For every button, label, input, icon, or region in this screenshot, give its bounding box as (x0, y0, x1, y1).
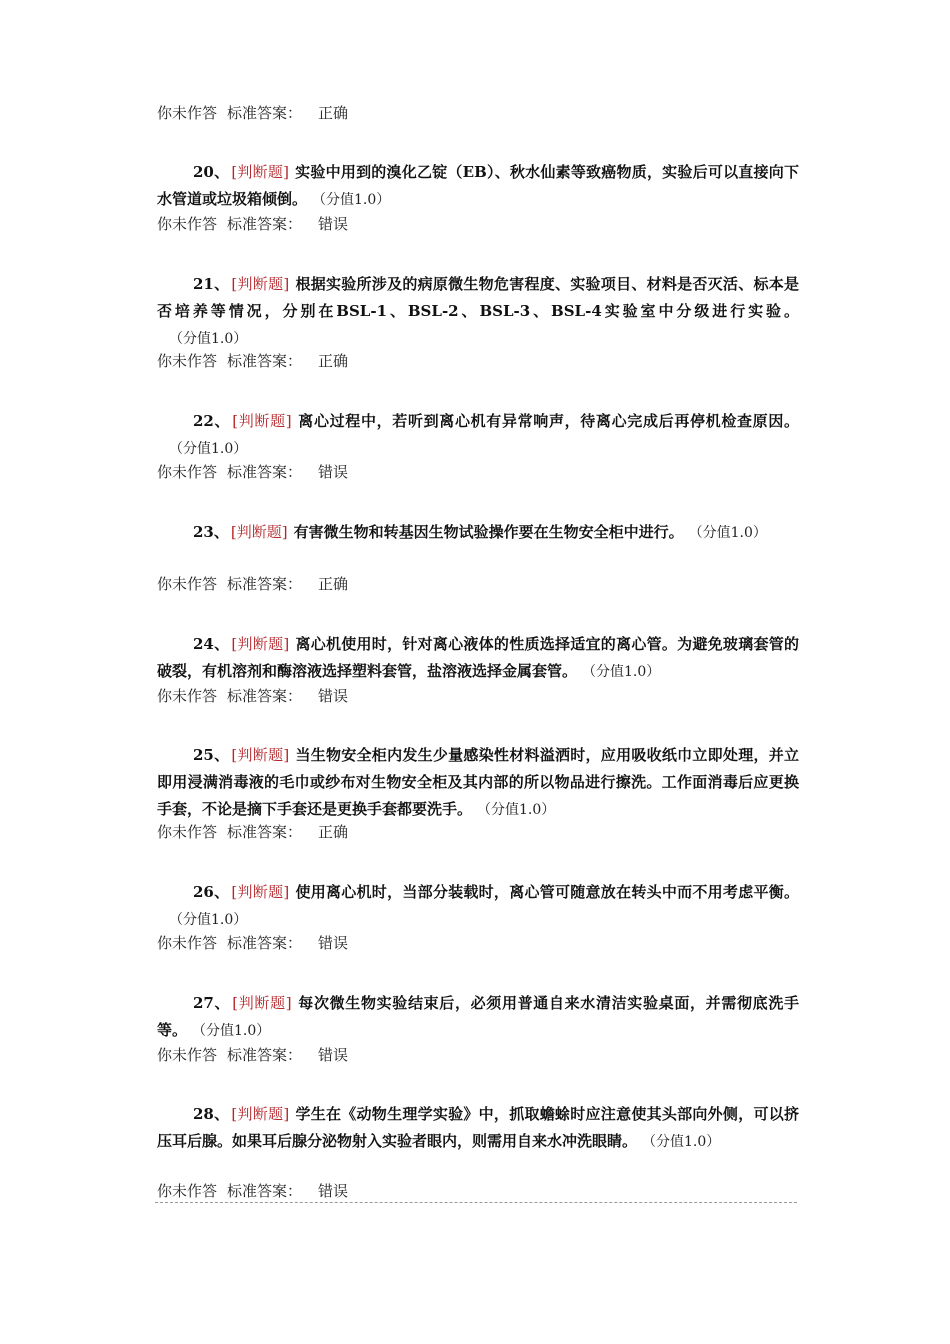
not-answered-label: 你未作答 (157, 823, 218, 841)
not-answered-label: 你未作答 (157, 575, 218, 593)
answer-line (157, 684, 358, 708)
standard-answer-label: 标准答案： (227, 934, 303, 952)
answer-line (157, 101, 358, 125)
standard-answer-label: 标准答案： (227, 1046, 303, 1064)
standard-answer-label: 标准答案： (227, 575, 303, 593)
standard-answer-value: 正确 (318, 823, 349, 841)
question-number: 25、 (193, 746, 230, 764)
question-score: （分值1.0） (169, 331, 248, 347)
bottom-divider (155, 1202, 797, 1203)
question-item (157, 879, 799, 934)
standard-answer-value: 正确 (318, 352, 349, 370)
answer-line (157, 1043, 358, 1067)
not-answered-label: 你未作答 (157, 1182, 218, 1200)
standard-answer-value: 错误 (318, 687, 349, 705)
question-score: （分值1.0） (649, 1134, 721, 1150)
question-number: 28、 (193, 1105, 230, 1123)
standard-answer-value: 错误 (318, 934, 349, 952)
not-answered-label: 你未作答 (157, 687, 218, 705)
standard-answer-label: 标准答案： (227, 215, 303, 233)
question-score: （分值1.0） (169, 441, 248, 457)
question-score: （分值1.0） (484, 802, 556, 818)
standard-answer-value: 错误 (318, 215, 349, 233)
question-score: （分值1.0） (319, 192, 391, 208)
standard-answer-value: 错误 (318, 463, 349, 481)
question-number: 24、 (193, 635, 230, 653)
question-text: 实验中用到的溴化乙锭（EB）、秋水仙素等致癌物质，实验后可以直接向下水管道或垃圾箱倾倒。 (157, 163, 799, 208)
question-type: [判断题] (231, 275, 290, 293)
answer-line (157, 931, 358, 955)
question-score: （分值1.0） (695, 525, 767, 541)
question-item (157, 159, 799, 214)
standard-answer-label: 标准答案： (227, 1182, 303, 1200)
question-text: 离心机使用时，针对离心液体的性质选择适宜的离心管。为避免玻璃套管的破裂，有机溶剂和酶溶液选择塑料套管，盐溶液选择金属套管。 (157, 635, 799, 680)
answer-line (157, 460, 358, 484)
question-number: 23、 (193, 523, 229, 541)
question-number: 21、 (193, 275, 230, 293)
answer-line (157, 212, 358, 236)
question-item (157, 271, 799, 353)
not-answered-label: 你未作答 (157, 934, 218, 952)
question-text: 学生在《动物生理学实验》中，抓取蟾蜍时应注意使其头部向外侧，可以挤压耳后腺。如果耳后腺分泌物射入实验者眼内，则需用自来水冲洗眼睛。 (157, 1105, 799, 1150)
question-number: 22、 (193, 412, 231, 430)
question-item (157, 519, 799, 547)
answer-line (157, 572, 358, 596)
question-text: 每次微生物实验结束后，必须用普通自来水清洁实验桌面，并需彻底洗手等。 (157, 994, 799, 1039)
standard-answer-label: 标准答案： (227, 687, 303, 705)
standard-answer-label: 标准答案： (227, 352, 303, 370)
question-type: [判断题] (231, 746, 290, 764)
question-type: [判断题] (231, 635, 290, 653)
question-item (157, 742, 799, 824)
question-text: 离心过程中，若听到离心机有异常响声，待离心完成后再停机检查原因。 (297, 412, 799, 430)
question-number: 20、 (193, 163, 230, 181)
question-type: [判断题] (232, 412, 292, 430)
question-number: 26、 (193, 883, 230, 901)
question-text: 使用离心机时，当部分装载时，离心管可随意放在转头中而不用考虑平衡。 (295, 883, 799, 901)
standard-answer-value: 错误 (318, 1182, 349, 1200)
question-type: [判断题] (232, 994, 292, 1012)
not-answered-label: 你未作答 (157, 352, 218, 370)
standard-answer-value: 正确 (318, 104, 349, 122)
question-type: [判断题] (231, 1105, 290, 1123)
question-type: [判断题] (231, 883, 290, 901)
question-item (157, 631, 799, 686)
not-answered-label: 你未作答 (157, 463, 218, 481)
question-score: （分值1.0） (199, 1023, 271, 1039)
standard-answer-value: 错误 (318, 1046, 349, 1064)
question-text: 有害微生物和转基因生物试验操作要在生物安全柜中进行。 (293, 523, 684, 541)
not-answered-label: 你未作答 (157, 104, 218, 122)
question-item (157, 408, 799, 463)
question-item (157, 990, 799, 1045)
question-text: 根据实验所涉及的病原微生物危害程度、实验项目、材料是否灭活、标本是否培养等情况，分别在BSL-1、BSL-2、BSL-3、BSL-4实验室中分级进行实验。 (157, 275, 799, 320)
answer-line (157, 1179, 358, 1203)
question-text: 当生物安全柜内发生少量感染性材料溢洒时，应用吸收纸巾立即处理，并立即用浸满消毒液的毛巾或纱布对生物安全柜及其内部的所以物品进行擦洗。工作面消毒后应更换手套，不论是摘下手套还是更换手套都要洗手。 (157, 746, 799, 818)
not-answered-label: 你未作答 (157, 1046, 218, 1064)
standard-answer-label: 标准答案： (227, 104, 303, 122)
question-type: [判断题] (230, 523, 288, 541)
question-number: 27、 (193, 994, 231, 1012)
standard-answer-value: 正确 (318, 575, 349, 593)
standard-answer-label: 标准答案： (227, 463, 303, 481)
question-score: （分值1.0） (169, 912, 248, 928)
answer-line (157, 349, 358, 373)
question-item (157, 1101, 799, 1156)
question-type: [判断题] (231, 163, 289, 181)
standard-answer-label: 标准答案： (227, 823, 303, 841)
not-answered-label: 你未作答 (157, 215, 218, 233)
answer-line (157, 820, 358, 844)
question-score: （分值1.0） (589, 664, 661, 680)
